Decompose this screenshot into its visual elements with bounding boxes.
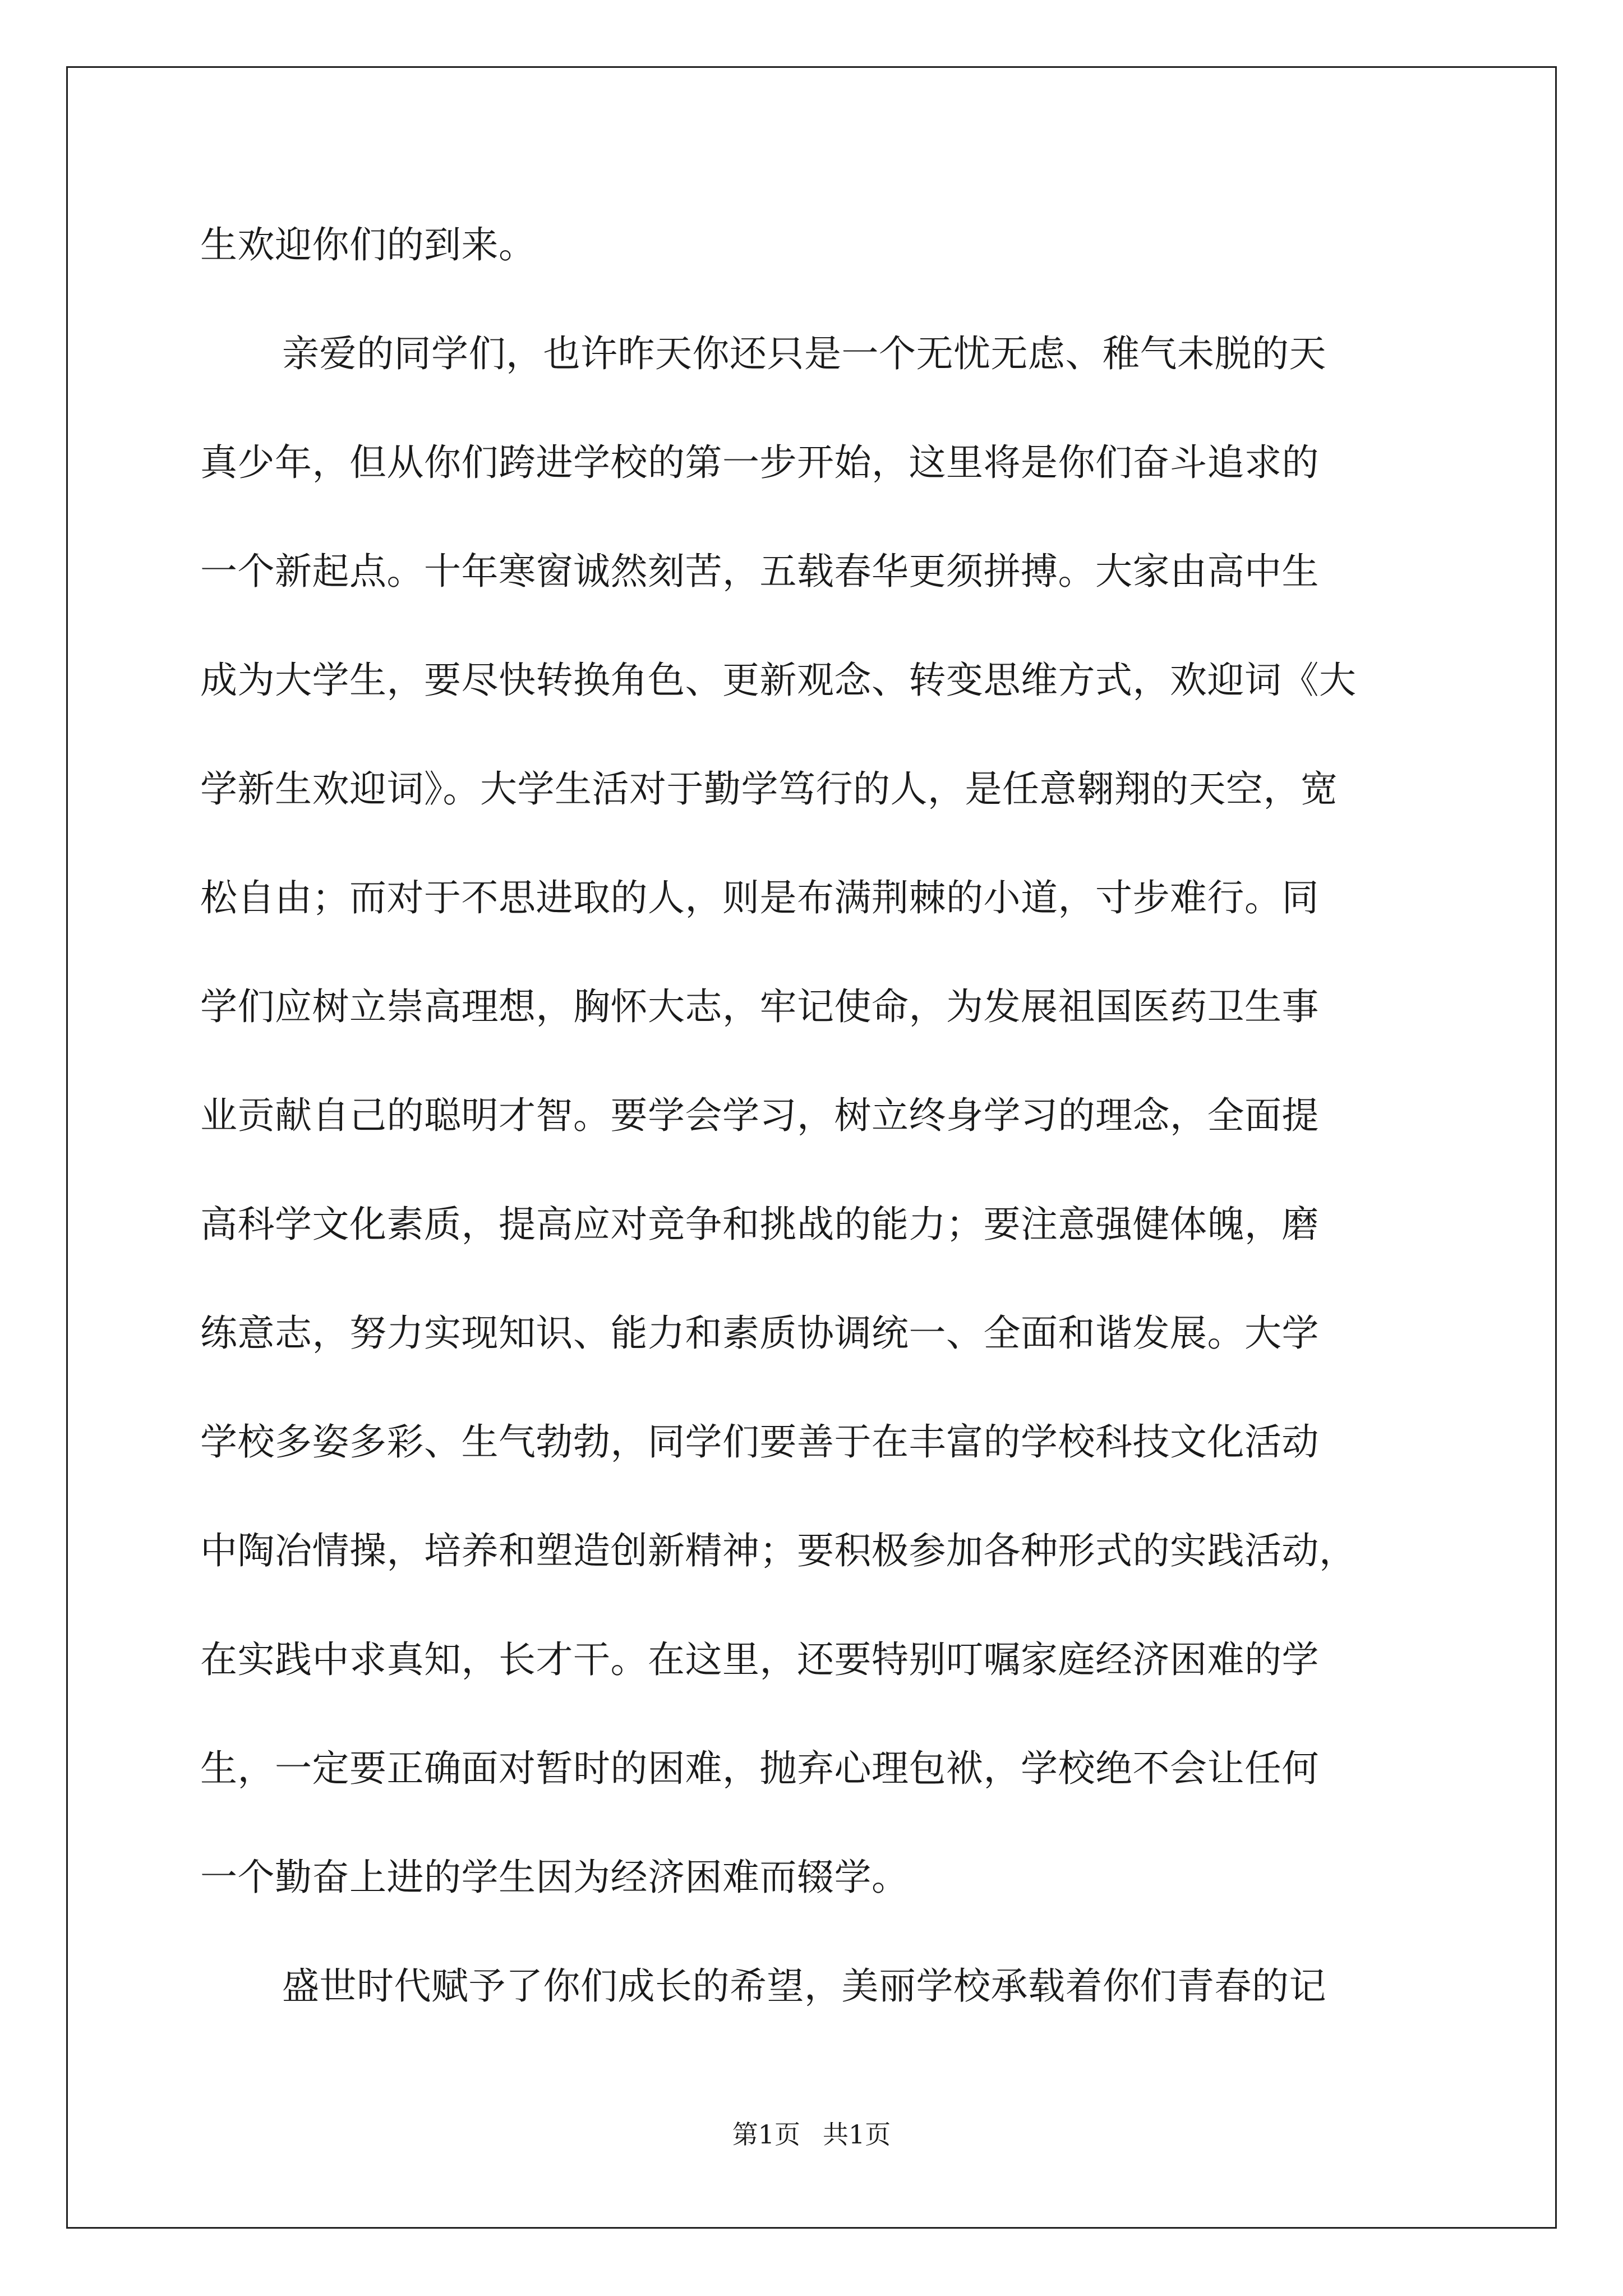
- text-line: 一个新起点。十年寒窗诚然刻苦，五载春华更须拼搏。大家由高中生: [200, 550, 1319, 593]
- text-line: 在实践中求真知，长才干。在这里，还要特别叮嘱家庭经济困难的学: [200, 1638, 1319, 1681]
- text-line: 高科学文化素质，提高应对竞争和挑战的能力；要注意强健体魄，磨: [200, 1203, 1319, 1246]
- text-line: 生欢迎你们的到来。: [200, 223, 536, 266]
- text-line: 盛世时代赋予了你们成长的希望，美丽学校承载着你们青春的记: [282, 1964, 1326, 2008]
- text-line: 松自由；而对于不思进取的人，则是布满荆棘的小道，寸步难行。同: [200, 876, 1319, 919]
- page-footer: [0, 2118, 1623, 2151]
- text-line: 成为大学生，要尽快转换角色、更新观念、转变思维方式，欢迎词《大: [200, 659, 1357, 702]
- page-number-total: 共1页: [823, 2119, 891, 2150]
- text-line: 学新生欢迎词》。大学生活对于勤学笃行的人，是任意翱翔的天空，宽: [200, 767, 1338, 811]
- text-line: 真少年，但从你们跨进学校的第一步开始，这里将是你们奋斗追求的: [200, 441, 1319, 484]
- text-line: 练意志，努力实现知识、能力和素质协调统一、全面和谐发展。大学: [200, 1312, 1319, 1355]
- text-line: 业贡献自己的聪明才智。要学会学习，树立终身学习的理念，全面提: [200, 1094, 1319, 1137]
- text-line: 学们应树立崇高理想，胸怀大志，牢记使命，为发展祖国医药卫生事: [200, 985, 1319, 1028]
- text-line: 亲爱的同学们，也许昨天你还只是一个无忧无虑、稚气未脱的天: [282, 332, 1326, 375]
- document-body: [200, 191, 1459, 2041]
- page-number-current: 第1页: [732, 2119, 800, 2150]
- text-line: 一个勤奋上进的学生因为经济困难而辍学。: [200, 1856, 909, 1899]
- text-line: 中陶冶情操，培养和塑造创新精神；要积极参加各种形式的实践活动，: [200, 1529, 1357, 1572]
- text-line: 生，一定要正确面对暂时的困难，抛弃心理包袱，学校绝不会让任何: [200, 1747, 1319, 1790]
- text-line: 学校多姿多彩、生气勃勃，同学们要善于在丰富的学校科技文化活动: [200, 1420, 1319, 1464]
